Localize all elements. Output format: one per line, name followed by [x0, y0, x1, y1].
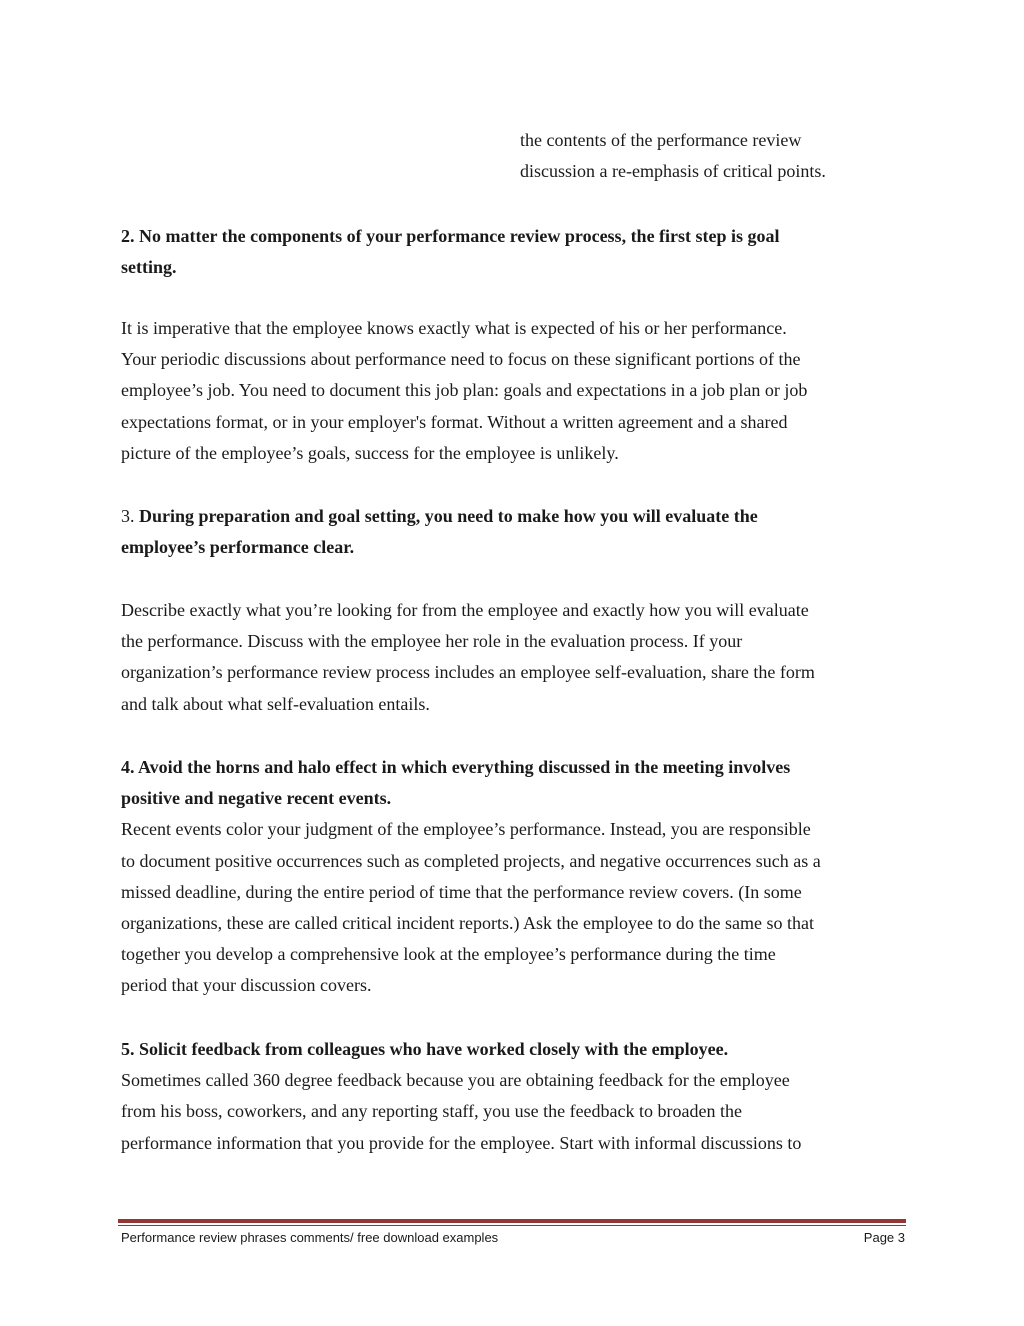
footer-title: Performance review phrases comments/ free download examples: [121, 1230, 499, 1245]
body-line: missed deadline, during the entire period of time that the performance review covers. (In some: [121, 881, 802, 902]
body-line: picture of the employee’s goals, success for the employee is unlikely.: [121, 442, 619, 463]
body-line: from his boss, coworkers, and any reporting staff, you use the feedback to broaden the: [121, 1101, 742, 1122]
heading-number: 3.: [121, 506, 139, 526]
footer-rule: [118, 1219, 906, 1223]
footer-rule-thin: [118, 1225, 906, 1226]
heading-line: employee’s performance clear.: [121, 537, 355, 558]
body-line: period that your discussion covers.: [121, 975, 372, 996]
section-3-body: [121, 595, 911, 720]
section-5: [121, 1034, 911, 1159]
section-4: [121, 752, 911, 1002]
body-line: organizations, these are called critical incident reports.) Ask the employee to do the same so that: [121, 913, 814, 934]
body-line: and talk about what self-evaluation entails.: [121, 693, 430, 714]
continuation-line: discussion a re-emphasis of critical points.: [520, 161, 826, 182]
continuation-text: [520, 125, 826, 187]
body-line: the performance. Discuss with the employee her role in the evaluation process. If your: [121, 631, 743, 652]
body-line: Sometimes called 360 degree feedback because you are obtaining feedback for the employee: [121, 1070, 790, 1091]
body-line: organization’s performance review process includes an employee self-evaluation, share the form: [121, 662, 815, 683]
section-3-heading: [121, 501, 911, 563]
body-line: performance information that you provide for the employee. Start with informal discussions to: [121, 1132, 802, 1153]
body-line: Describe exactly what you’re looking for from the employee and exactly how you will evaluate: [121, 600, 809, 620]
body-line: to document positive occurrences such as completed projects, and negative occurrences such as a: [121, 850, 821, 871]
heading-line: 5. Solicit feedback from colleagues who have worked closely with the employee.: [121, 1039, 729, 1059]
heading-line: 4. Avoid the horns and halo effect in which everything discussed in the meeting involves: [121, 757, 791, 777]
section-2-body: [121, 313, 911, 469]
heading-line: setting.: [121, 257, 177, 278]
heading-line: positive and negative recent events.: [121, 788, 392, 809]
body-line: Recent events color your judgment of the employee’s performance. Instead, you are responsible: [121, 819, 811, 840]
body-line: expectations format, or in your employer's format. Without a written agreement and a shared: [121, 411, 788, 432]
page-number: Page 3: [863, 1230, 905, 1245]
heading-line: During preparation and goal setting, you need to make how you will evaluate the: [139, 506, 758, 526]
heading-line: 2. No matter the components of your performance review process, the first step is goal: [121, 226, 780, 246]
body-line: It is imperative that the employee knows exactly what is expected of his or her performance.: [121, 318, 787, 338]
body-line: employee’s job. You need to document this job plan: goals and expectations in a job plan or job: [121, 380, 808, 401]
continuation-line: the contents of the performance review: [520, 130, 802, 150]
body-line: Your periodic discussions about performance need to focus on these significant portions of the: [121, 349, 801, 370]
body-line: together you develop a comprehensive look at the employee’s performance during the time: [121, 944, 776, 965]
section-2-heading: [121, 221, 911, 283]
page-footer: [121, 1229, 905, 1247]
